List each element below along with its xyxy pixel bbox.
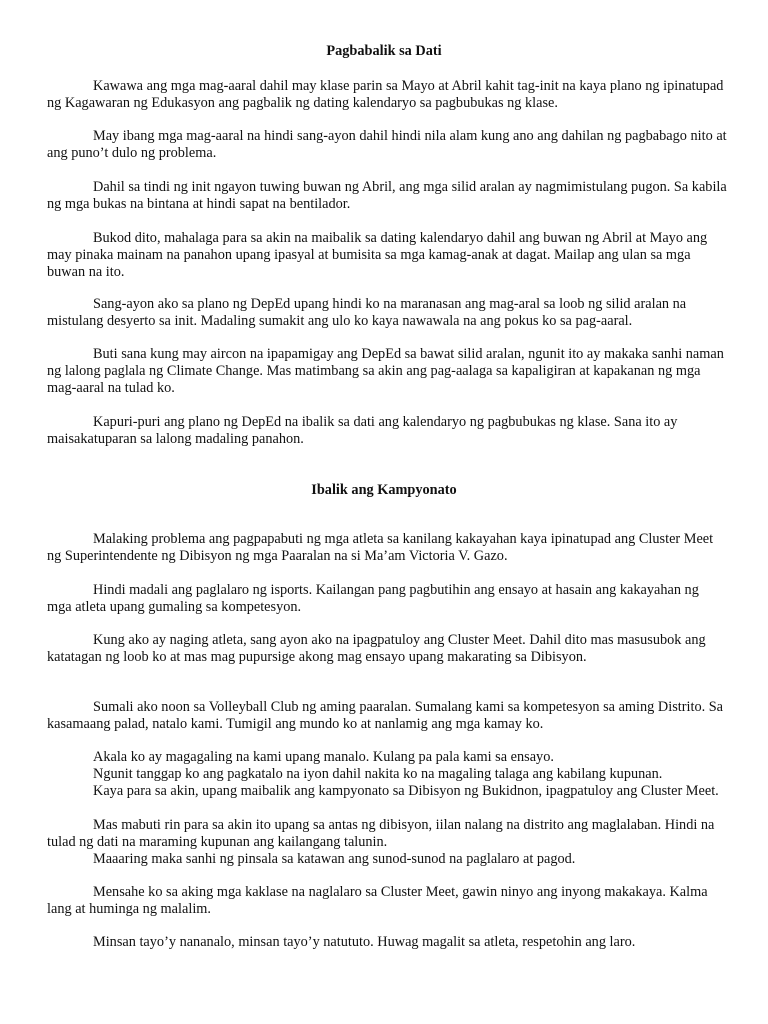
paragraph: Sumali ako noon sa Volleyball Club ng aming paaralan. Sumalang kami sa kompetesyon sa aming Distrito. Sa kasamaang palad, natalo kami. Tumigil ang mundo ko at nanlamig ang mga kamay ko. [47,699,724,732]
paragraph: Minsan tayo’y nananalo, minsan tayo’y natututo. Huwag magalit sa atleta, respetohin ang laro. [93,934,636,950]
section-title-kampyonato: Ibalik ang Kampyonato [311,482,457,498]
paragraph: Akala ko ay magagaling na kami upang manalo. Kulang pa pala kami sa ensayo. [93,749,554,765]
paragraph: Kawawa ang mga mag-aaral dahil may klase parin sa Mayo at Abril kahit tag-init na kaya plano ng ipinatupad ng Kagawaran ng Edukasyon ang pagbalik ng dating kalendaryo sa pagbubukas ng klase. [47,78,724,111]
section-title-pagbabalik: Pagbabalik sa Dati [326,43,442,59]
paragraph: May ibang mga mag-aaral na hindi sang-ayon dahil hindi nila alam kung ano ang dahilan ng pagbabago nito at ang puno’t dulo ng problema. [47,128,727,161]
paragraph: Ngunit tanggap ko ang pagkatalo na iyon dahil nakita ko na magaling talaga ang kabilang kupunan. [93,766,663,782]
paragraph: Maaaring maka sanhi ng pinsala sa katawan ang sunod-sunod na paglalaro at pagod. [93,851,576,867]
paragraph: Dahil sa tindi ng init ngayon tuwing buwan ng Abril, ang mga silid aralan ay nagmimistulang pugon. Sa kabila ng mga bukas na bintana at hindi sapat na bentilador. [47,179,727,212]
paragraph: Buti sana kung may aircon na ipapamigay ang DepEd sa bawat silid aralan, ngunit ito ay makaka sanhi naman ng lalong paglala ng Climate Change. Mas matimbang sa akin ang pag-aalaga sa kapaligiran at kapakanan ng mga mag-aaral na tulad ko. [47,346,724,396]
paragraph: Sang-ayon ako sa plano ng DepEd upang hindi ko na maranasan ang mag-aral sa loob ng silid aralan na mistulang desyerto sa init. Madaling sumakit ang ulo ko kaya nawawala na ang pokus ko sa pag-aaral. [47,296,687,329]
paragraph: Mensahe ko sa aking mga kaklase na naglalaro sa Cluster Meet, gawin ninyo ang inyong makakaya. Kalma lang at huminga ng malalim. [47,884,708,917]
paragraph: Hindi madali ang paglalaro ng isports. Kailangan pang pagbutihin ang ensayo at hasain ang kakayahan ng mga atleta upang gumaling sa kompetesyon. [47,582,699,615]
paragraph: Kapuri-puri ang plano ng DepEd na ibalik sa dati ang kalendaryo ng pagbubukas ng klase. Sana ito ay maisakatuparan sa lalong madaling panahon. [47,414,678,447]
paragraph: Bukod dito, mahalaga para sa akin na maibalik sa dating kalendaryo dahil ang buwan ng Abril at Mayo ang may pinaka mainam na panahon upang ipasyal at bumisita sa mga kamag-anak at dagat. Mailap ang ulan sa mga buwan na ito. [47,230,708,280]
paragraph: Kaya para sa akin, upang maibalik ang kampyonato sa Dibisyon ng Bukidnon, ipagpatuloy ang Cluster Meet. [93,783,719,799]
paragraph: Malaking problema ang pagpapabuti ng mga atleta sa kanilang kakayahan kaya ipinatupad ang Cluster Meet ng Superintendente ng Dibisyon ng mga Paaralan na si Ma’am Victoria V. Gazo. [47,531,714,564]
paragraph: Mas mabuti rin para sa akin ito upang sa antas ng dibisyon, iilan nalang na distrito ang maglalaban. Hindi na tulad ng dati na maraming kupunan ang kailangang talunin. [47,817,715,850]
paragraph: Kung ako ay naging atleta, sang ayon ako na ipagpatuloy ang Cluster Meet. Dahil dito mas masusubok ang katatagan ng loob ko at mas mag pupursige akong mag ensayo upang makarating sa Dibisyon. [47,632,706,665]
